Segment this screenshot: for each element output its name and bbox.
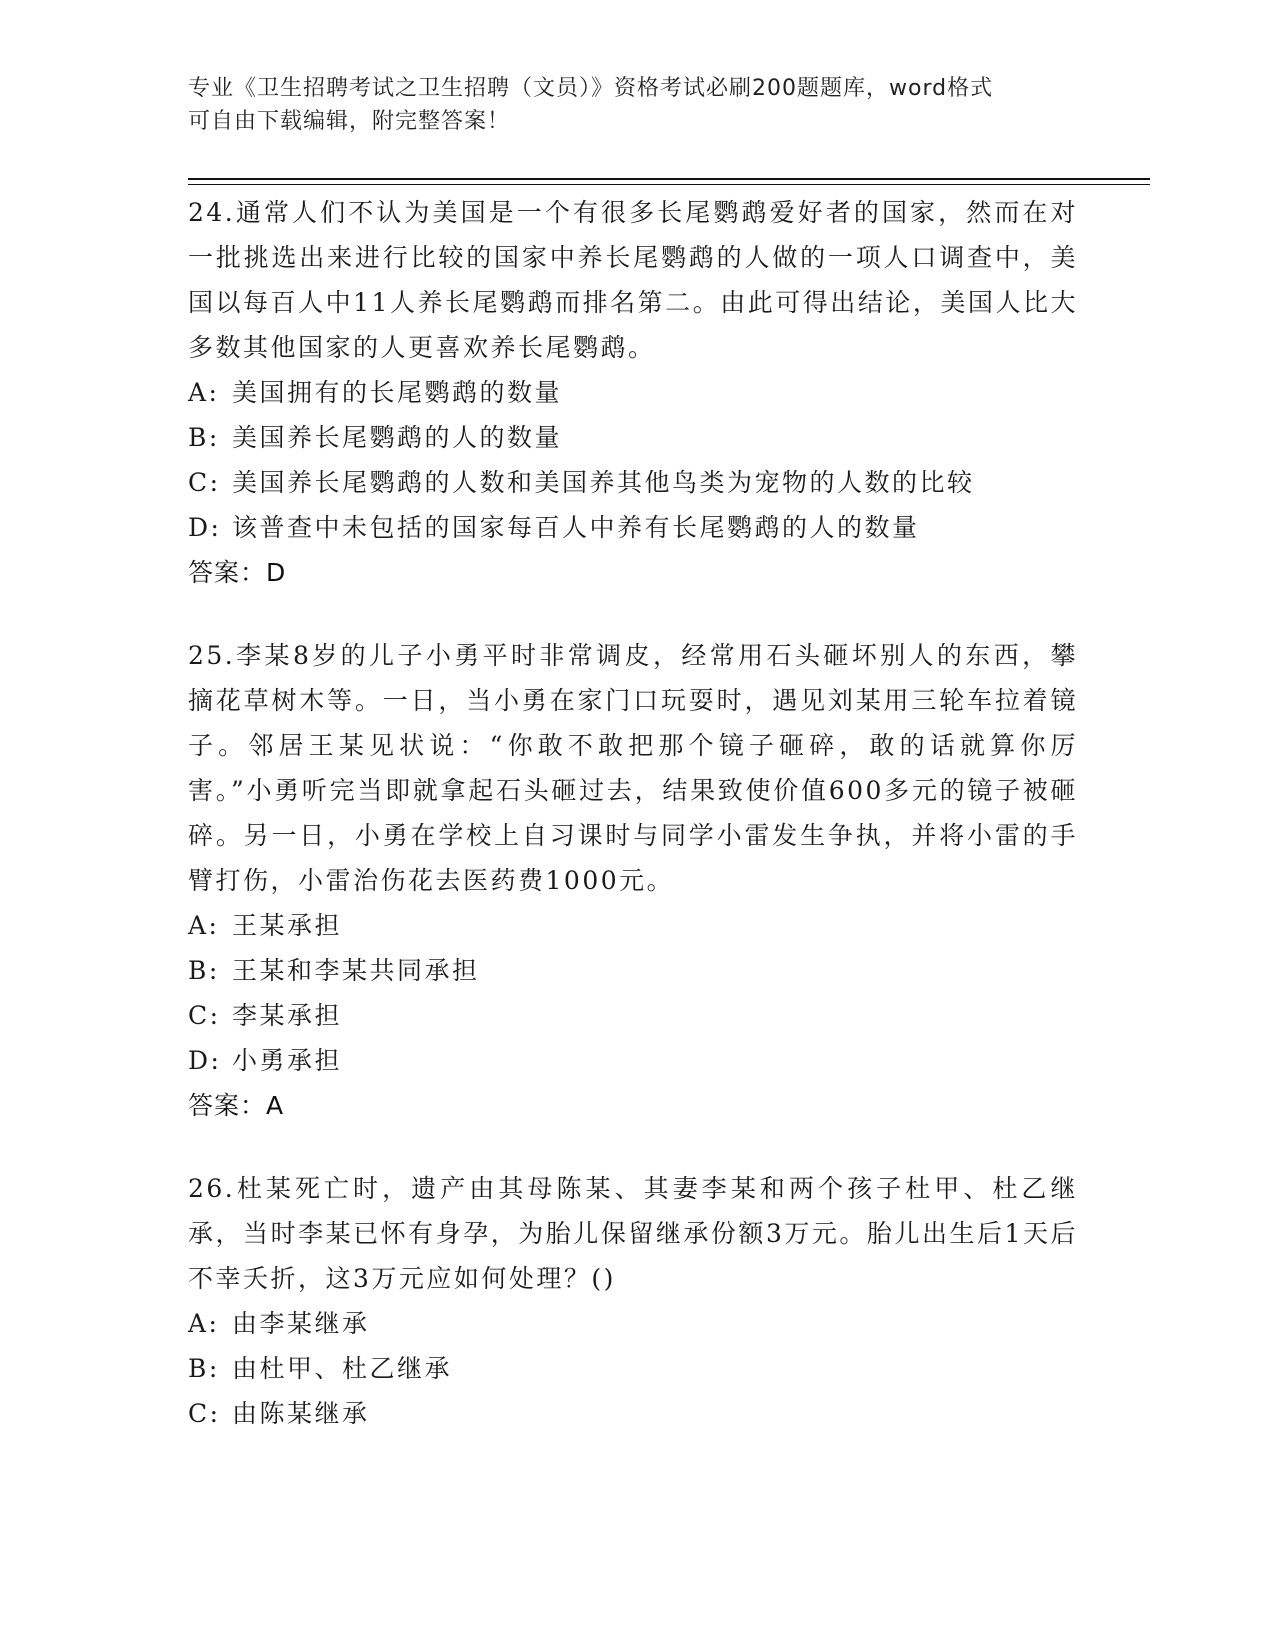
option-c [188,1391,1078,1436]
option-key: B: [188,956,220,985]
option-d [188,1038,1078,1083]
question-list [188,190,1078,1474]
option-text: 由杜甲、杜乙继承 [232,1354,453,1383]
header-divider-thin [188,184,1150,185]
answer-line: 答案：A [188,1091,285,1120]
option-a [188,370,1078,415]
option-key: D: [188,513,222,542]
page-header [188,72,1068,138]
question-26 [188,1166,1078,1436]
option-key: B: [188,1354,220,1383]
header-divider-thick [188,178,1150,180]
option-key: A: [188,911,220,940]
answer-line: 答案：D [188,558,287,587]
option-key: A: [188,378,220,407]
question-stem: 26.杜某死亡时，遗产由其母陈某、其妻李某和两个孩子杜甲、杜乙继承，当时李某已怀有身孕，为胎儿保留继承份额3万元。胎儿出生后1天后不幸夭折，这3万元应如何处理？() [188,1174,1078,1293]
option-b [188,948,1078,993]
header-line-1: 专业《卫生招聘考试之卫生招聘（文员）》资格考试必刷200题题库，word格式 [188,76,994,101]
option-d [188,505,1078,550]
option-key: C: [188,1399,221,1428]
option-b [188,415,1078,460]
option-text: 李某承担 [232,1001,343,1030]
option-c [188,460,1078,505]
option-text: 美国养长尾鹦鹉的人数和美国养其他鸟类为宠物的人数的比较 [232,468,975,497]
option-text: 由陈某继承 [232,1399,370,1428]
option-a [188,903,1078,948]
option-key: B: [188,423,220,452]
header-line-2: 可自由下载编辑，附完整答案！ [188,109,511,134]
option-key: A: [188,1309,220,1338]
option-key: C: [188,1001,221,1030]
option-key: C: [188,468,221,497]
option-text: 美国拥有的长尾鹦鹉的数量 [232,378,563,407]
question-25 [188,633,1078,1128]
option-key: D: [188,1046,222,1075]
option-b [188,1346,1078,1391]
option-text: 该普查中未包括的国家每百人中养有长尾鹦鹉的人的数量 [232,513,920,542]
question-stem: 24.通常人们不认为美国是一个有很多长尾鹦鹉爱好者的国家，然而在对一批挑选出来进行比较的国家中养长尾鹦鹉的人做的一项人口调查中，美国以每百人中11人养长尾鹦鹉而排名第二。由此可得出结论，美国人比大多数其他国家的人更喜欢养长尾鹦鹉。 [188,198,1078,362]
option-text: 小勇承担 [232,1046,343,1075]
option-c [188,993,1078,1038]
option-text: 王某承担 [232,911,343,940]
option-text: 由李某继承 [232,1309,370,1338]
question-24 [188,190,1078,595]
option-text: 美国养长尾鹦鹉的人的数量 [232,423,563,452]
question-stem: 25.李某8岁的儿子小勇平时非常调皮，经常用石头砸坏别人的东西，攀摘花草树木等。一日，当小勇在家门口玩耍时，遇见刘某用三轮车拉着镜子。邻居王某见状说：“你敢不敢把那个镜子砸碎，敢的话就算你厉害。”小勇听完当即就拿起石头砸过去，结果致使价值600多元的镜子被砸碎。另一日，小勇在学校上自习课时与同学小雷发生争执，并将小雷的手臂打伤，小雷治伤花去医药费1000元。 [188,641,1078,895]
option-text: 王某和李某共同承担 [232,956,480,985]
option-a [188,1301,1078,1346]
